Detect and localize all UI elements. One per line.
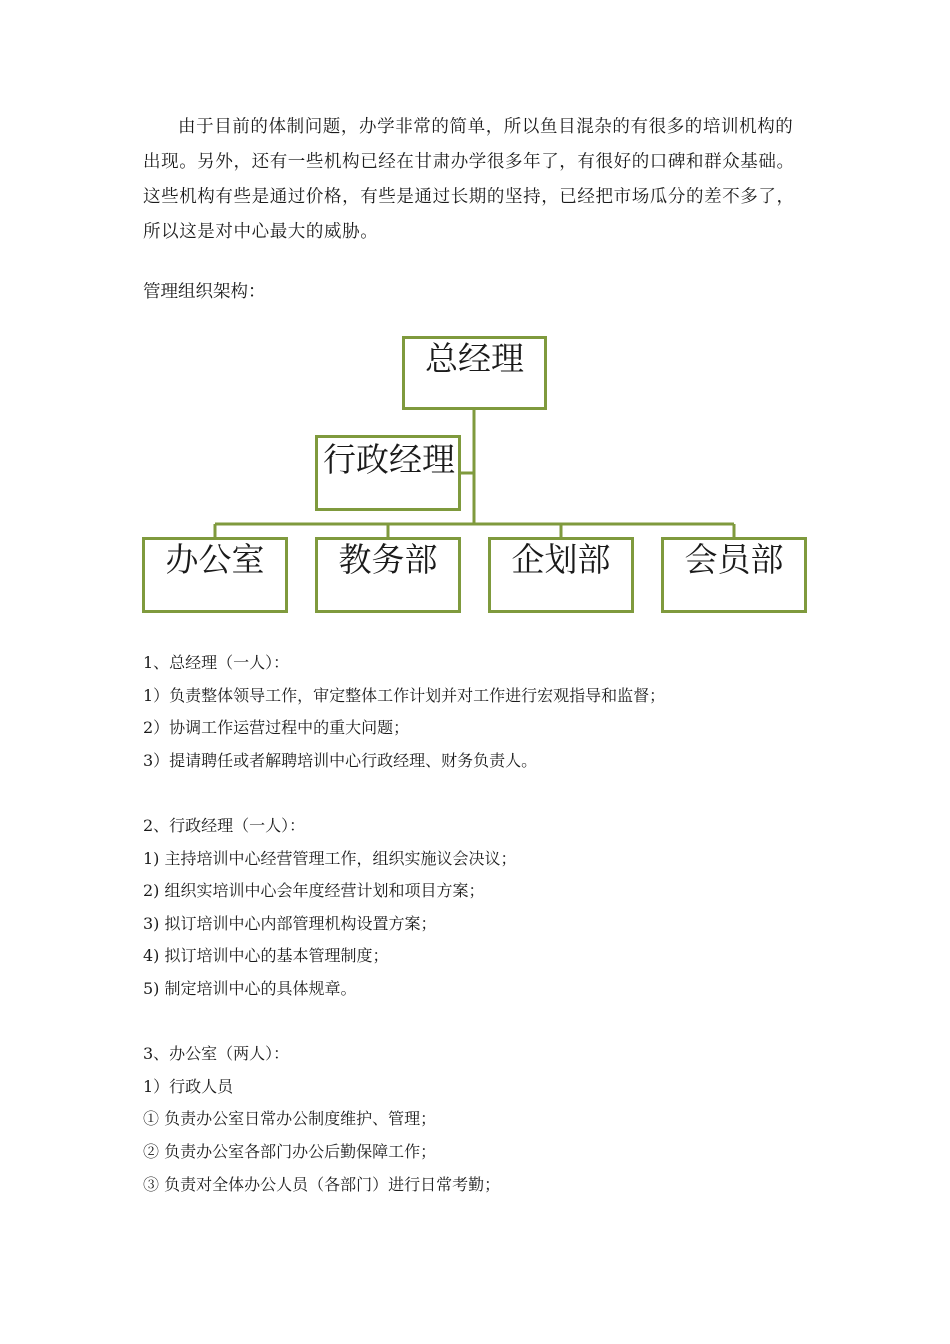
list-item: 1）行政人员 <box>143 1076 234 1096</box>
org-node-label: 总经理 <box>425 339 524 378</box>
list-item: ② 负责办公室各部门办公后勤保障工作； <box>143 1141 437 1161</box>
list-item: 2）协调工作运营过程中的重大问题； <box>143 718 410 738</box>
role-description-list <box>143 647 843 1201</box>
section-spacer <box>143 1006 843 1039</box>
org-node-membership <box>661 537 807 613</box>
org-node-office <box>142 537 288 613</box>
org-node-label: 教务部 <box>338 540 438 579</box>
section-title-admin-manager: 2、行政经理（一人）： <box>143 815 306 835</box>
list-item: 1) 主持培训中心经营管理工作，组织实施议会决议； <box>143 848 517 868</box>
org-node-label: 行政经理 <box>323 440 455 479</box>
list-item: 3) 拟订培训中心内部管理机构设置方案； <box>143 913 437 933</box>
list-item: 4) 拟订培训中心的基本管理制度； <box>143 946 389 966</box>
list-item: 2) 组织实培训中心会年度经营计划和项目方案； <box>143 881 485 901</box>
org-node-academic-affairs <box>315 537 461 613</box>
org-node-admin-manager <box>315 435 461 511</box>
section-title-office: 3、办公室（两人）： <box>143 1044 290 1064</box>
org-node-general-manager <box>402 336 547 410</box>
list-item: ① 负责办公室日常办公制度维护、管理； <box>143 1109 437 1129</box>
list-item: 1）负责整体领导工作，审定整体工作计划并对工作进行宏观指导和监督； <box>143 685 666 705</box>
org-node-label: 企划部 <box>511 540 611 579</box>
list-item: 5) 制定培训中心的具体规章。 <box>143 978 357 998</box>
org-node-label: 办公室 <box>165 540 265 579</box>
list-item: 3）提请聘任或者解聘培训中心行政经理、财务负责人。 <box>143 750 538 770</box>
org-node-label: 会员部 <box>684 540 784 579</box>
org-node-planning <box>488 537 634 613</box>
section-spacer <box>143 777 843 810</box>
list-item: ③ 负责对全体办公人员（各部门）进行日常考勤； <box>143 1174 501 1194</box>
section-title-general-manager: 1、总经理（一人）： <box>143 653 290 672</box>
org-chart-heading: 管理组织架构： <box>143 282 266 302</box>
intro-paragraph: 由于目前的体制问题，办学非常的简单，所以鱼目混杂的有很多的培训机构的出现。另外，还有一些机构已经在甘肃办学很多年了，有很好的口碑和群众基础。这些机构有些是通过价格，有些是通过长期的坚持，已经把市场瓜分的差不多了，所以这是对中心最大的威胁。 <box>143 117 795 242</box>
